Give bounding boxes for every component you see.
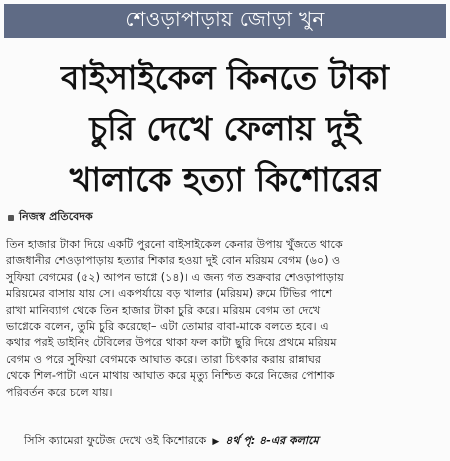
headline-line: খালাকে হত্যা কিশোরের (69, 160, 381, 199)
triangle-right-icon: ▶ (212, 436, 220, 447)
headline (6, 52, 444, 205)
body-line: ভাগ্নেকে বলেন, তুমি চুরি করেছো– এটা তোমার বাবা-মাকে বলতে হবে। এ (6, 320, 329, 334)
headline-line: বাইসাইকেল কিনতে টাকা (60, 58, 389, 97)
body-line: সুফিয়া বেগমের (৫২) আপন ভাগ্নে (১৪)। এ জন্য গত শুক্রবার শেওড়াপাড়ায় (6, 270, 344, 284)
banner-title: শেওড়াপাড়ায় জোড়া খুন (125, 6, 325, 31)
body-line: রাখা মানিব্যাগ থেকে তিন হাজার টাকা চুরি করে। মরিয়ম বেগম তা দেখে (6, 303, 321, 317)
body-line: পরিবর্তন করে চলে যায়। (6, 385, 113, 399)
body-line: থেকে শিল-পাটা এনে মাথায় আঘাত করে মৃত্যু নিশ্চিত করে নিজের পোশাক (6, 369, 335, 383)
body-line: কথার পরই ডাইনিং টেবিলের উপরে থাকা ফল কাটা ছুরি দিয়ে প্রথমে মরিয়ম (6, 336, 337, 350)
body-line: রাজধানীর শেওড়াপাড়ায় হত্যার শিকার হওয়া দুই বোন মরিয়ম বেগম (৬০) ও (6, 254, 341, 268)
body-line: তিন হাজার টাকা দিয়ে একটি পুরনো বাইসাইকেল কেনার উপায় খুঁজতে থাকে (6, 238, 343, 251)
body-line: মরিয়মের বাসায় যায় সে। একপর্যায়ে বড় খালার (মরিয়ম) রুমে টিভির পাশে (6, 287, 333, 301)
byline (8, 208, 93, 227)
bullet-icon (8, 215, 14, 221)
continuation-line (24, 432, 319, 451)
article-body (6, 237, 444, 401)
section-banner (4, 4, 446, 38)
page-reference: ৪র্থ পৃ: ৪-এর কলামে (225, 434, 319, 447)
headline-line: চুরি দেখে ফেলায় দুই (89, 109, 361, 148)
body-line: বেগম ও পরে সুফিয়া বেগমকে আঘাত করে। তারা চিৎকার করায় রান্নাঘর (6, 352, 322, 366)
byline-text: নিজস্ব প্রতিবেদক (19, 210, 93, 223)
continuation-text: সিসি ক্যামেরা ফুটেজ দেখে ওই কিশোরকে (24, 434, 207, 447)
